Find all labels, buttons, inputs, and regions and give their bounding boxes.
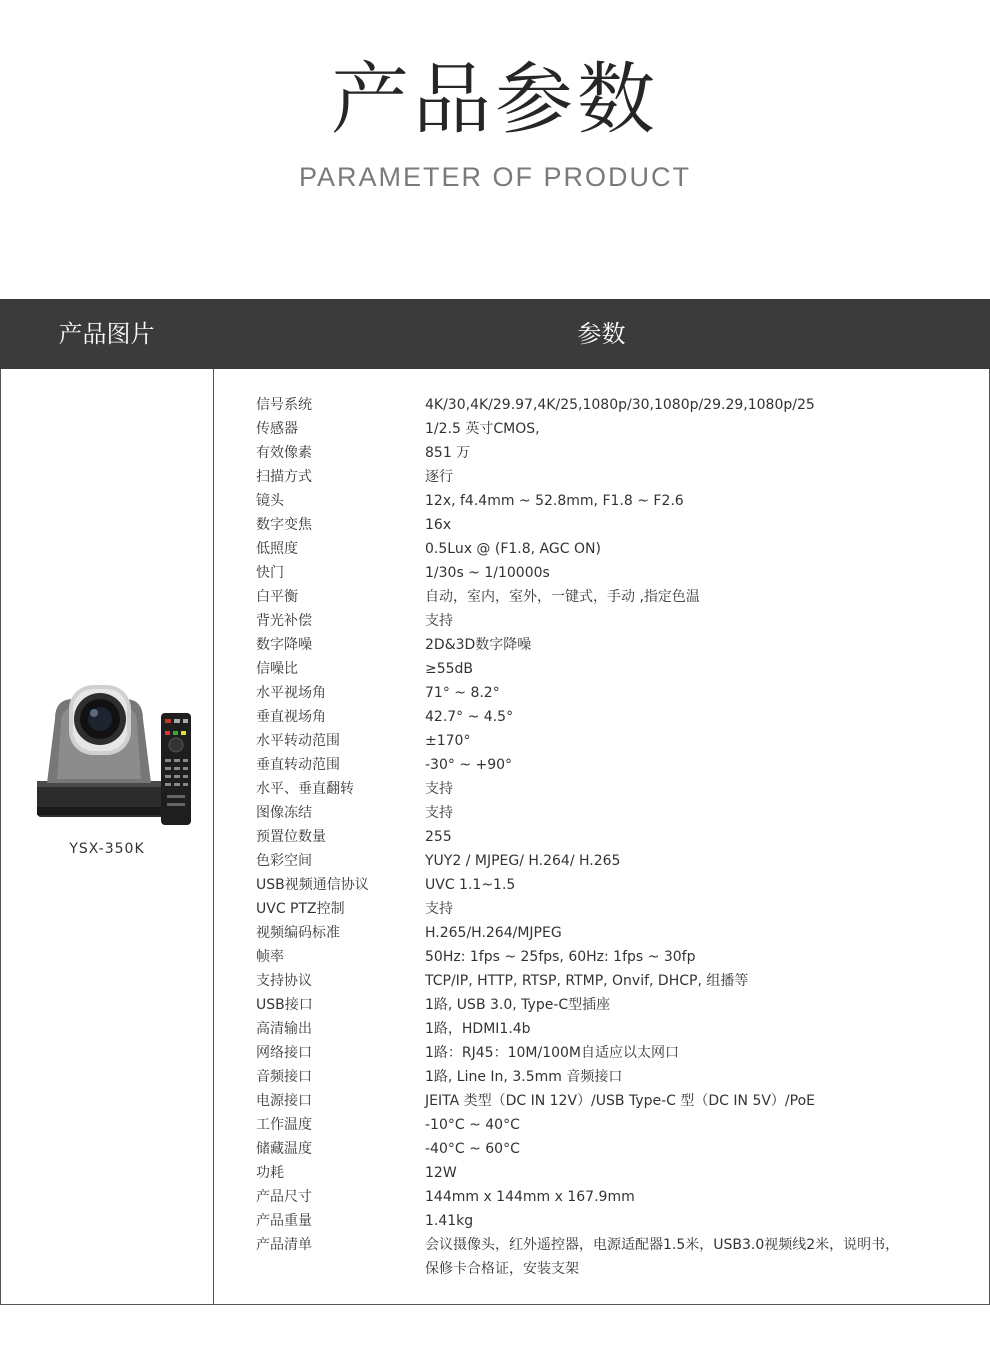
param-row [256, 633, 976, 657]
param-row [256, 873, 976, 897]
param-value: 16x [425, 517, 452, 533]
param-row [256, 969, 976, 993]
param-name: 网络接口 [256, 1045, 312, 1061]
param-name: 水平、垂直翻转 [256, 781, 354, 797]
param-value: 4K/30,4K/29.97,4K/25,1080p/30,1080p/29.29,1080p/25 [425, 397, 815, 413]
param-name: 产品清单 [256, 1237, 312, 1253]
param-name: UVC PTZ控制 [256, 901, 345, 917]
parameter-list [256, 393, 976, 1281]
param-name: 预置位数量 [256, 829, 326, 845]
param-row [256, 1041, 976, 1065]
param-row [256, 681, 976, 705]
param-value: 50Hz: 1fps ~ 25fps, 60Hz: 1fps ~ 30fp [425, 949, 696, 965]
param-name: 电源接口 [256, 1093, 312, 1109]
param-value: 0.5Lux @ (F1.8, AGC ON) [425, 541, 601, 557]
param-value: 144mm x 144mm x 167.9mm [425, 1189, 635, 1205]
param-row [256, 849, 976, 873]
param-name: 垂直视场角 [256, 709, 326, 725]
param-name [256, 1257, 425, 1281]
param-row [256, 489, 976, 513]
param-value: 1路, USB 3.0, Type-C型插座 [425, 997, 611, 1013]
param-name: 镜头 [256, 493, 284, 509]
param-value: H.265/H.264/MJPEG [425, 925, 562, 941]
param-row [256, 801, 976, 825]
param-value: -40°C ~ 60°C [425, 1141, 520, 1157]
param-row [256, 1113, 976, 1137]
param-row [256, 1137, 976, 1161]
param-value: 支持 [425, 901, 453, 917]
param-value: 1/2.5 英寸CMOS, [425, 421, 540, 437]
param-row [256, 1257, 976, 1281]
param-row [256, 825, 976, 849]
param-name: 音频接口 [256, 1069, 312, 1085]
param-name: 产品重量 [256, 1213, 312, 1229]
param-value: -10°C ~ 40°C [425, 1117, 520, 1133]
param-value: TCP/IP, HTTP, RTSP, RTMP, Onvif, DHCP, 组播等 [425, 973, 749, 989]
param-row [256, 393, 976, 417]
param-value: 支持 [425, 805, 453, 821]
param-name: 信噪比 [256, 661, 298, 677]
param-row [256, 1233, 976, 1257]
param-name: 色彩空间 [256, 853, 312, 869]
param-name: USB视频通信协议 [256, 877, 369, 893]
param-name: 扫描方式 [256, 469, 312, 485]
param-value: 255 [425, 829, 452, 845]
param-value: 保修卡合格证，安装支架 [425, 1261, 579, 1277]
param-value: UVC 1.1~1.5 [425, 877, 516, 893]
param-row [256, 1185, 976, 1209]
param-value: YUY2 / MJPEG/ H.264/ H.265 [425, 853, 621, 869]
param-name: 水平转动范围 [256, 733, 340, 749]
param-row [256, 465, 976, 489]
param-name: 储藏温度 [256, 1141, 312, 1157]
table-header [0, 299, 990, 369]
param-row [256, 777, 976, 801]
param-name: 有效像素 [256, 445, 312, 461]
param-name: 垂直转动范围 [256, 757, 340, 773]
param-row [256, 897, 976, 921]
param-value: 12W [425, 1165, 457, 1181]
param-name: 数字降噪 [256, 637, 312, 653]
param-row [256, 945, 976, 969]
header-product-image: 产品图片 [58, 320, 155, 348]
param-name: 产品尺寸 [256, 1189, 312, 1205]
param-row [256, 705, 976, 729]
param-row [256, 729, 976, 753]
param-row [256, 417, 976, 441]
param-name: 视频编码标准 [256, 925, 340, 941]
param-row [256, 441, 976, 465]
param-value: 1路：RJ45：10M/100M自适应以太网口 [425, 1045, 679, 1061]
param-value: 支持 [425, 613, 453, 629]
param-row [256, 1065, 976, 1089]
param-name: 图像冻结 [256, 805, 312, 821]
param-value: JEITA 类型（DC IN 12V）/USB Type-C 型（DC IN 5V）/PoE [425, 1093, 815, 1109]
param-name: 低照度 [256, 541, 298, 557]
param-row [256, 585, 976, 609]
param-row [256, 561, 976, 585]
param-value: 1/30s ~ 1/10000s [425, 565, 550, 581]
param-name: 功耗 [256, 1165, 284, 1181]
header-parameters: 参数 [577, 320, 626, 348]
param-value: 1路, Line In, 3.5mm 音频接口 [425, 1069, 623, 1085]
page-title: 产品参数 [330, 55, 659, 145]
param-name: USB接口 [256, 997, 313, 1013]
param-value: 42.7° ~ 4.5° [425, 709, 514, 725]
param-value: -30° ~ +90° [425, 757, 513, 773]
param-row [256, 513, 976, 537]
param-value: 支持 [425, 781, 453, 797]
param-row [256, 609, 976, 633]
param-name: 支持协议 [256, 973, 312, 989]
param-name: 高清输出 [256, 1021, 312, 1037]
param-value: 自动，室内，室外，一键式，手动 ,指定色温 [425, 589, 700, 605]
param-row [256, 1017, 976, 1041]
param-value: 851 万 [425, 445, 471, 461]
param-value: 会议摄像头，红外遥控器，电源适配器1.5米，USB3.0视频线2米，说明书， [425, 1237, 900, 1253]
param-row [256, 753, 976, 777]
page-subtitle: PARAMETER OF PRODUCT [298, 162, 691, 192]
column-divider [213, 369, 214, 1304]
ptz-camera-illustration [33, 679, 195, 839]
param-name: 白平衡 [256, 589, 298, 605]
param-name: 数字变焦 [256, 517, 312, 533]
param-name: 传感器 [256, 421, 298, 437]
param-name: 快门 [256, 565, 284, 581]
product-cell [1, 369, 213, 1304]
param-row [256, 993, 976, 1017]
param-row [256, 921, 976, 945]
param-value: 1.41kg [425, 1213, 474, 1229]
param-name: 背光补偿 [256, 613, 312, 629]
param-value: 71° ~ 8.2° [425, 685, 500, 701]
param-value: ≥55dB [425, 661, 474, 677]
param-name: 信号系统 [256, 397, 312, 413]
param-name: 水平视场角 [256, 685, 326, 701]
param-name: 工作温度 [256, 1117, 312, 1133]
param-value: ±170° [425, 733, 471, 749]
product-model: YSX-350K [69, 841, 145, 857]
param-name: 帧率 [256, 949, 284, 965]
param-value: 1路，HDMI1.4b [425, 1021, 531, 1037]
param-row [256, 1209, 976, 1233]
param-value: 逐行 [425, 469, 453, 485]
param-value: 2D&3D数字降噪 [425, 637, 532, 653]
param-row [256, 657, 976, 681]
param-row [256, 537, 976, 561]
param-row [256, 1089, 976, 1113]
param-row [256, 1161, 976, 1185]
param-value: 12x, f4.4mm ~ 52.8mm, F1.8 ~ F2.6 [425, 493, 684, 509]
